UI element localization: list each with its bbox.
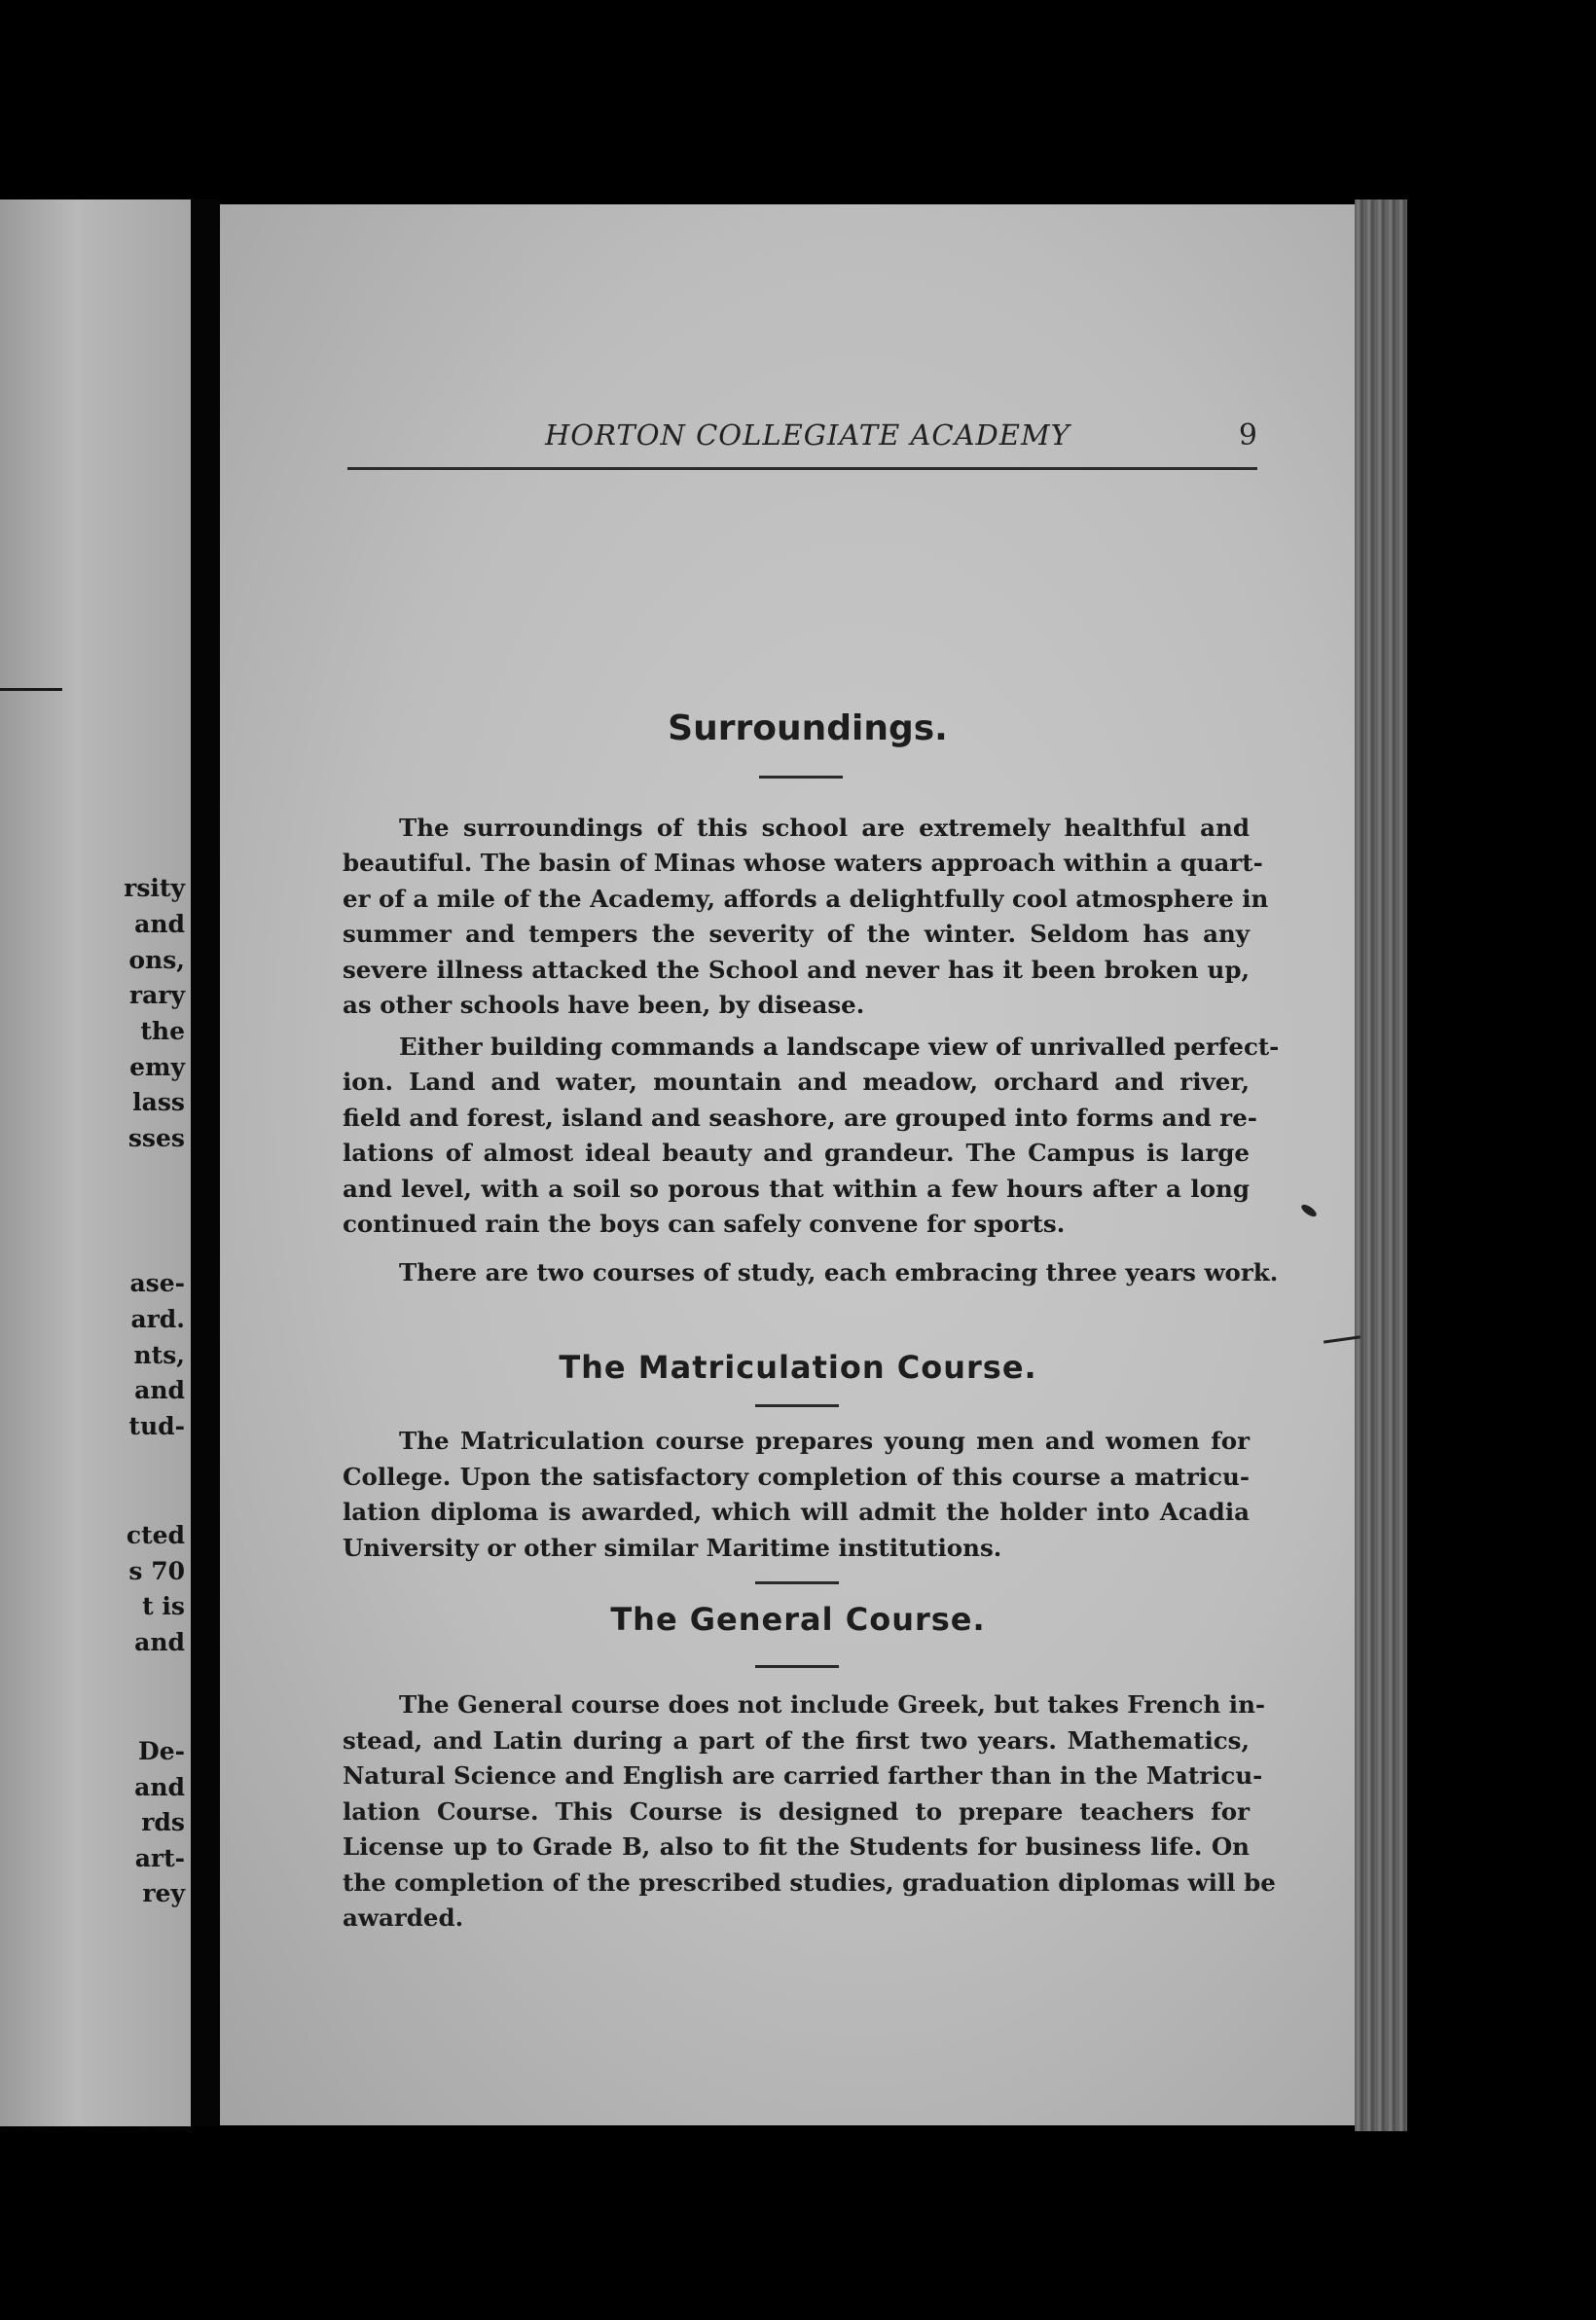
paragraph-line: the completion of the prescribed studies, graduation diplomas will be bbox=[343, 1868, 1276, 1897]
paragraph-line: awarded. bbox=[343, 1903, 464, 1932]
paragraph-line: College. Upon the satisfactory completion of this course a matricu- bbox=[343, 1463, 1250, 1491]
paragraph-line: The General course does not include Greek, but takes French in- bbox=[399, 1690, 1266, 1719]
left-fragment-line: ase- bbox=[129, 1269, 185, 1297]
left-fragment-line: t is bbox=[142, 1592, 185, 1620]
left-page-fragment bbox=[0, 199, 191, 2126]
section-heading-general: The General Course. bbox=[610, 1601, 986, 1638]
page-number: 9 bbox=[1238, 418, 1257, 453]
paragraph-line: The Matriculation course prepares young men and women for bbox=[399, 1427, 1250, 1455]
left-fragment-line: nts, bbox=[133, 1341, 185, 1369]
paragraph-line: beautiful. The basin of Minas whose waters approach within a quart- bbox=[343, 849, 1263, 877]
page-edges bbox=[1355, 199, 1407, 2131]
heading-rule bbox=[755, 1581, 839, 1584]
left-page-rule bbox=[0, 688, 62, 691]
left-fragment-line: sses bbox=[127, 1124, 185, 1152]
left-fragment-line: s 70 bbox=[128, 1557, 185, 1585]
left-fragment-line: and bbox=[134, 910, 185, 938]
paragraph-line: summer and tempers the severity of the winter. Seldom has any bbox=[343, 920, 1250, 948]
running-head-title: HORTON COLLEGIATE ACADEMY bbox=[545, 418, 1070, 452]
left-fragment-line: De- bbox=[138, 1737, 185, 1765]
left-fragment-line: ard. bbox=[130, 1305, 185, 1333]
paragraph-line: lation Course. This Course is designed to prepare teachers for bbox=[343, 1797, 1250, 1826]
paragraph-line: License up to Grade B, also to fit the Students for business life. On bbox=[343, 1832, 1250, 1861]
paragraph-line: and level, with a soil so porous that within a few hours after a long bbox=[343, 1175, 1250, 1203]
left-fragment-line: and bbox=[134, 1628, 185, 1656]
paragraph-line: er of a mile of the Academy, affords a delightfully cool atmosphere in bbox=[343, 885, 1269, 913]
running-head-rule bbox=[347, 467, 1257, 470]
left-fragment-line: emy bbox=[129, 1053, 185, 1081]
section-heading-surroundings: Surroundings. bbox=[668, 708, 948, 748]
left-fragment-line: ons, bbox=[128, 946, 185, 974]
heading-rule bbox=[759, 776, 843, 779]
book-gutter bbox=[191, 199, 220, 2126]
paragraph-line: There are two courses of study, each embracing three years work. bbox=[399, 1258, 1279, 1287]
paragraph-line: lation diploma is awarded, which will admit the holder into Acadia bbox=[343, 1498, 1250, 1526]
left-fragment-line: art- bbox=[134, 1844, 185, 1872]
paragraph-line: field and forest, island and seashore, are grouped into forms and re- bbox=[343, 1104, 1257, 1132]
left-fragment-line: and bbox=[134, 1376, 185, 1404]
paragraph-line: University or other similar Maritime institutions. bbox=[343, 1534, 1002, 1562]
left-fragment-line: the bbox=[140, 1017, 185, 1045]
paragraph-line: Either building commands a landscape view of unrivalled perfect- bbox=[399, 1033, 1280, 1061]
paragraph-line: as other schools have been, by disease. bbox=[343, 991, 865, 1019]
paragraph-line: The surroundings of this school are extremely healthful and bbox=[399, 814, 1250, 842]
left-fragment-line: cted bbox=[126, 1521, 185, 1549]
paragraph-line: Natural Science and English are carried farther than in the Matricu- bbox=[343, 1761, 1263, 1790]
left-fragment-line: rds bbox=[141, 1808, 185, 1836]
heading-rule bbox=[755, 1665, 839, 1668]
paragraph-line: continued rain the boys can safely convene for sports. bbox=[343, 1210, 1066, 1238]
heading-rule bbox=[755, 1404, 839, 1407]
left-fragment-line: rey bbox=[142, 1879, 185, 1907]
paragraph-line: stead, and Latin during a part of the first two years. Mathematics, bbox=[343, 1726, 1250, 1755]
running-head bbox=[321, 418, 1294, 463]
paragraph-line: lations of almost ideal beauty and grandeur. The Campus is large bbox=[343, 1139, 1250, 1167]
left-fragment-line: and bbox=[134, 1773, 185, 1801]
left-fragment-line: rsity bbox=[124, 874, 185, 902]
section-heading-matriculation: The Matriculation Course. bbox=[559, 1349, 1037, 1386]
left-fragment-line: tud- bbox=[128, 1412, 185, 1440]
left-fragment-line: rary bbox=[128, 981, 185, 1009]
paragraph-line: ion. Land and water, mountain and meadow, orchard and river, bbox=[343, 1068, 1250, 1096]
paragraph-line: severe illness attacked the School and never has it been broken up, bbox=[343, 956, 1250, 984]
left-fragment-line: lass bbox=[132, 1088, 185, 1116]
